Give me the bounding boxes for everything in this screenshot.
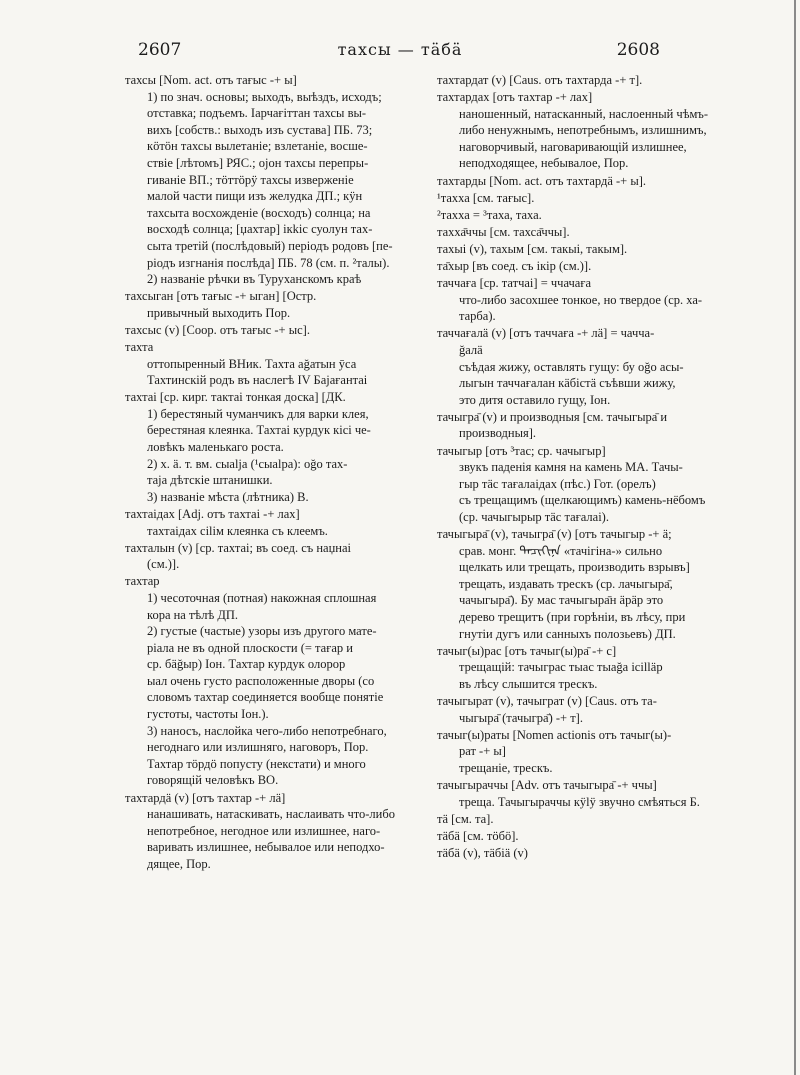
dictionary-entry xyxy=(437,526,770,642)
entry-line: негоднаго или излишняго, наговоръ, Пор. xyxy=(147,740,369,755)
entry-line: 3) названіе мѣста (лѣтника) В. xyxy=(147,489,309,504)
running-header xyxy=(0,40,800,64)
entry-headword-line: таччаға [ср. татчаі] = ччачаға xyxy=(437,276,591,291)
entry-line: лыгын таччағалан кӓбістӓ съѣвши жижу, xyxy=(459,376,676,391)
dictionary-entry xyxy=(437,845,770,862)
entry-headword-line: тахсы [Nom. act. отъ тағыс -+ ы] xyxy=(125,73,297,87)
page-number-right: 2608 xyxy=(616,40,660,60)
entry-headword-line: тахтарды [Nom. act. отъ тахтардӓ -+ ы]. xyxy=(437,173,647,188)
entry-line: варивать излишнее, небывалое или неподхо- xyxy=(147,840,385,855)
dictionary-entry xyxy=(437,777,770,810)
dictionary-entry xyxy=(437,811,770,828)
dictionary-entry xyxy=(125,389,430,505)
dictionary-entry xyxy=(437,727,770,777)
entry-line: нанашивать, натаскивать, наслаивать что-либо xyxy=(147,807,395,822)
entry-headword-line: тахтаі [ср. кирг. тактаі тонкая доска] [ДК. xyxy=(125,390,346,405)
dictionary-entry xyxy=(125,72,430,288)
entry-headword-line: тахтардӓ (v) [отъ тахтар -+ лӓ] xyxy=(125,790,286,805)
entry-line: 1) по знач. основы; выходъ, выѣздъ, исходъ; xyxy=(147,89,382,104)
dictionary-entry xyxy=(125,790,430,873)
dictionary-entry xyxy=(437,207,770,224)
entry-line: срав. монг. ᠳᠠᠴᠢᠭᠢᠨᠠ «тачігіна-» сильно xyxy=(459,543,663,558)
entry-line: 2) густые (частые) узоры изъ другого мате- xyxy=(147,624,377,639)
entry-line: треща. Тачыгыраччы кӱlӱ звучно смѣяться Б. xyxy=(459,794,700,809)
entry-line: тарба). xyxy=(459,309,496,324)
entry-headword-line: тӓбӓ (v), тӓбіӓ (v) xyxy=(437,845,528,860)
entry-line: либо ненужнымъ, непотребнымъ, излишнимъ, xyxy=(459,123,707,138)
entry-line: 2) х. ӓ. т. вм. сыаlja (¹сыаlра): оğо тах- xyxy=(147,456,348,471)
entry-line: дерево трещитъ (при горѣніи, въ лѣсу, при xyxy=(459,610,686,624)
entry-line: малой части пищи изъ желудка ДП.; кӱн xyxy=(147,189,363,204)
entry-headword-line: тачыг(ы)раты [Nomen actionis отъ тачыг(ы)- xyxy=(437,727,672,742)
entry-headword-line: тахта xyxy=(125,340,154,354)
entry-headword-line: тахтардат (v) [Caus. отъ тахтарда -+ т]. xyxy=(437,73,643,87)
entry-line: дящее, Пор. xyxy=(147,856,211,871)
left-column xyxy=(125,72,430,873)
entry-line: кора на тѣлѣ ДП. xyxy=(147,607,239,622)
header-title: тахсы — тӓбӓ xyxy=(337,40,463,59)
entry-headword-line: тахталын (v) [ср. тахтаі; въ соед. съ наџнаі xyxy=(125,540,351,555)
entry-line: 1) берестяный чуманчикъ для варки клея, xyxy=(147,406,369,421)
entry-line: ср. бӓğыр) Іон. Тахтар курдук олорор xyxy=(147,657,346,672)
entry-line: производныя]. xyxy=(459,426,537,441)
dictionary-entry xyxy=(437,258,770,275)
entry-line: говорящій человѣкъ ВО. xyxy=(147,773,279,788)
dictionary-entry xyxy=(125,339,430,389)
entry-line: трещащій: тачыграс тыас тыаğа ісіllӓр xyxy=(459,660,663,675)
entry-headword-line: тахсыс (v) [Coop. отъ тағыс -+ ыс]. xyxy=(125,322,310,337)
entry-line: 3) наносъ, наслойка чего-либо непотребнаго, xyxy=(147,723,387,738)
entry-line: рат -+ ы] xyxy=(459,744,506,759)
entry-headword-line: тӓбӓ [см. тӧбӧ]. xyxy=(437,828,519,843)
entry-line: что-либо засохшее тонкое, но твердое (ср. ха- xyxy=(459,292,703,307)
dictionary-entry xyxy=(437,275,770,325)
entry-headword-line: тахха̄ччы [см. тахса̄ччы]. xyxy=(437,224,570,239)
dictionary-entry xyxy=(437,224,770,241)
entry-line: оттопыренный ВНик. Тахта аğатын ӯса xyxy=(147,356,357,371)
entry-headword-line: тачыгырат (v), тачыграт (v) [Caus. отъ та- xyxy=(437,693,657,708)
dictionary-entry xyxy=(437,443,770,526)
entry-line: ыал очень густо расположенные дворы (со xyxy=(147,673,375,688)
entry-line: съ трещащимъ (щелкающимъ) камень-нёбомъ xyxy=(459,493,706,508)
dictionary-entry xyxy=(437,409,770,442)
entry-line: ловѣкъ маленькаго роста. xyxy=(147,440,284,455)
dictionary-entry xyxy=(437,89,770,172)
dictionary-entry xyxy=(125,288,430,321)
entry-headword-line: тачыгыра̄ (v), тачыгра̄ (v) [отъ тачыгыр -+ ӓ; xyxy=(437,527,672,542)
entry-line: наговорчивый, наговаривающій излишнее, xyxy=(459,139,687,154)
entry-line: чачыгыра̄). Бу мас тачыгыра̄н ӓрӓр это xyxy=(459,593,664,608)
entry-line: тахтаідах сіlім клеянка съ клеемъ. xyxy=(147,523,328,538)
dictionary-entry xyxy=(437,190,770,207)
entry-headword-line: тахтаідах [Adj. отъ тахтаі -+ лах] xyxy=(125,506,300,521)
entry-line: непотребное, негодное или излишнее, наго- xyxy=(147,823,381,838)
entry-line: ствіе [лѣтомъ] РЯС.; оjон тахсы перепры- xyxy=(147,155,369,170)
entry-line: ріодъ изгнанія послѣда] ПБ. 78 (см. п. ²талы). xyxy=(147,255,390,270)
entry-line: привычный выходить Пор. xyxy=(147,305,291,320)
entry-line: трещать, издавать трескъ (ср. лачыгыра̄, xyxy=(459,576,673,591)
dictionary-entry xyxy=(125,322,430,339)
dictionary-entry xyxy=(437,325,770,408)
page-edge-rule xyxy=(794,0,796,1075)
dictionary-entry xyxy=(125,540,430,573)
entry-line: (ср. чачыгырыр тӓс тағалаі). xyxy=(459,509,609,524)
entry-line: (см.)]. xyxy=(147,557,180,572)
entry-headword-line: ¹тахха [см. тағыс]. xyxy=(437,190,535,205)
dictionary-entry xyxy=(125,573,430,789)
entry-headword-line: таччағалӓ (v) [отъ таччаға -+ лӓ] = чачча- xyxy=(437,326,655,341)
entry-headword-line: тахтардах [отъ тахтар -+ лах] xyxy=(437,90,593,105)
dictionary-entry xyxy=(437,693,770,726)
entry-headword-line: тахсыган [отъ тағыс -+ ыган] [Остр. xyxy=(125,289,317,304)
entry-line: Тахтинскій родъ въ наслегѣ IV Баjағантаі xyxy=(147,373,368,388)
entry-line: съѣдая жижу, оставлять гущу: бу оğо асы- xyxy=(459,359,684,374)
dictionary-entry xyxy=(437,241,770,258)
entry-line: кӧтӧн тахсы вылетаніе; взлетаніе, восше- xyxy=(147,139,368,154)
entry-line: 1) чесоточная (потная) накожная сплошная xyxy=(147,590,377,605)
entry-line: ріала не въ одной плоскости (= тағар и xyxy=(147,640,353,655)
entry-line: щелкать или трещать, производить взрывъ] xyxy=(459,560,690,575)
entry-headword-line: тахтар xyxy=(125,574,160,589)
entry-line: гнутіи дугъ или санныхъ полозьевъ) ДП. xyxy=(459,626,676,641)
entry-line: вихъ [собств.: выходъ изъ сустава] ПБ. 73; xyxy=(147,122,373,137)
entry-line: наношенный, натасканный, наслоенный чѣмъ- xyxy=(459,106,709,121)
dictionary-entry xyxy=(437,828,770,845)
dictionary-entry xyxy=(437,643,770,693)
entry-line: словомъ тахтар соединяется вообще понятіе xyxy=(147,690,384,705)
entry-headword-line: та̄хыр [въ соед. съ ікір (см.)]. xyxy=(437,259,592,274)
entry-line: отставка; подъемъ. Іарчағіттан тахсы вы- xyxy=(147,106,367,121)
entry-line: восходѣ солнца; [џахтар] ікkіс суолун тах- xyxy=(147,222,373,237)
entry-line: Тахтар тӧрдӧ попусту (некстати) и много xyxy=(147,756,366,771)
entry-line: въ лѣсу слышится трескъ. xyxy=(459,676,598,691)
entry-line: сыта третій (послѣдовый) періодъ родовъ [пе- xyxy=(147,238,393,253)
entry-line: звукъ паденія камня на камень МА. Тачы- xyxy=(459,460,683,475)
entry-line: гыр тӓс тағалаідах (пѣс.) Гот. (орелъ) xyxy=(459,476,656,491)
dictionary-entry xyxy=(437,72,770,89)
entry-line: 2) названіе рѣчки въ Туруханскомъ краѣ xyxy=(147,272,362,287)
entry-line: гиваніе ВП.; тӧттӧрӱ тахсы изверженіе xyxy=(147,172,354,187)
entry-line: густоты, частоты Іон.). xyxy=(147,707,269,722)
entry-line: чыгыра̄ (тачыгра̄) -+ т]. xyxy=(459,710,583,725)
right-column xyxy=(437,72,770,862)
entry-headword-line: тахыі (v), тахым [см. такыі, такым]. xyxy=(437,241,628,256)
entry-line: это дитя оставило гущу, Іон. xyxy=(459,392,611,407)
dictionary-entry xyxy=(437,173,770,190)
entry-line: таjа дѣтскіе штанишки. xyxy=(147,473,273,488)
entry-headword-line: тачыг(ы)рас [отъ тачыг(ы)ра̄ -+ с] xyxy=(437,643,617,658)
entry-headword-line: тӓ [см. та]. xyxy=(437,811,494,826)
entry-headword-line: тачыгыраччы [Adv. отъ тачыгыра̄ -+ ччы] xyxy=(437,777,657,792)
entry-line: неподходящее, небывалое, Пор. xyxy=(459,156,629,171)
entry-line: ğалӓ xyxy=(459,343,483,357)
entry-headword-line: тачыгра̄ (v) и производныя [см. тачыгыра̄ и xyxy=(437,409,668,424)
entry-line: тахсыта восхожденіе (восходъ) солнца; на xyxy=(147,205,371,220)
entry-headword-line: тачыгыр [отъ ³тас; ср. чачыгыр] xyxy=(437,443,606,458)
entry-line: трещаніе, трескъ. xyxy=(459,760,553,775)
entry-headword-line: ²тахха = ³таха, таха. xyxy=(437,207,542,222)
dictionary-entry xyxy=(125,506,430,539)
entry-line: берестяная клеянка. Тахтаі курдук кісі че- xyxy=(147,423,371,438)
page-number-left: 2607 xyxy=(138,40,182,60)
